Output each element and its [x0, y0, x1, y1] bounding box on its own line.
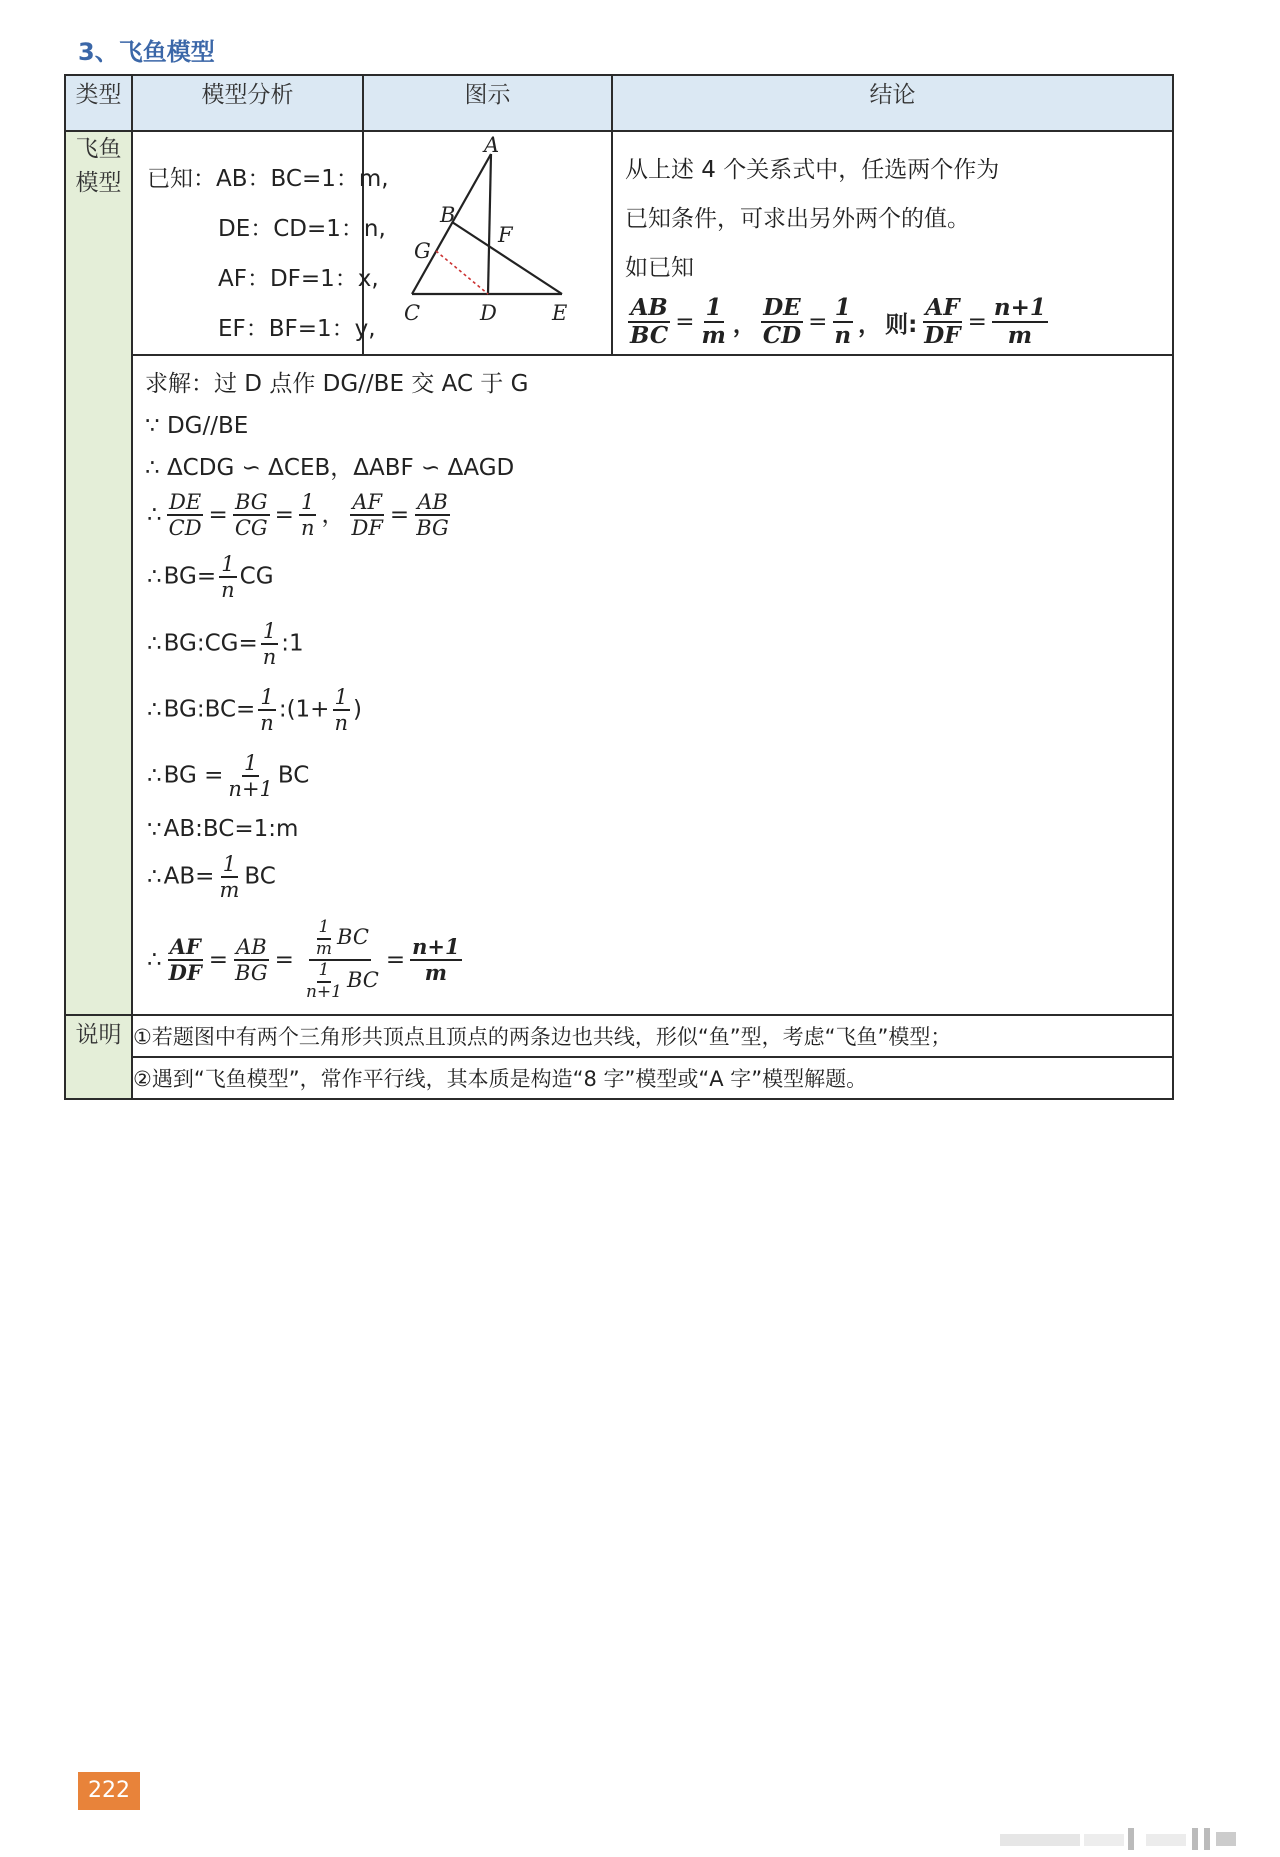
header-analysis: 模型分析 — [132, 75, 363, 131]
proof-row — [65, 355, 1173, 1015]
fraction: $\frac{AF}{DF}$ — [168, 934, 202, 986]
given-line: EF：BF=1：y, — [218, 316, 376, 342]
fraction: $\frac{AF}{DF}$ — [351, 490, 383, 541]
point-label: E — [552, 301, 568, 325]
point-label: B — [440, 203, 456, 227]
fraction: $\frac{1}{n}$ — [262, 618, 277, 669]
header-conclusion: 结论 — [612, 75, 1173, 131]
section-heading: 3、飞鱼模型 — [78, 38, 215, 66]
point-label: A — [484, 133, 500, 157]
note-row — [65, 1015, 1173, 1057]
proof-line: ∴ $\frac{AF}{DF}$ = $\frac{AB}{BG}$ = $\frac{1}{m}$ BC $\frac{1}{n+1}$ BC = $\frac{n+1}{m}$ — [147, 917, 460, 1002]
compound-fraction: $\frac{1}{m}$ BC $\frac{1}{n+1}$ BC — [305, 917, 379, 1002]
given-cell — [132, 131, 389, 355]
note-label: 说明 — [65, 1015, 132, 1099]
fraction: $\frac{1}{n+1}$ — [228, 751, 273, 802]
conclusion-line: 已知条件，可求出另外两个的值。 — [625, 206, 970, 232]
fraction: $\frac{1}{n}$ — [334, 684, 348, 735]
conclusion-formula: $\frac{AB}{BC}$ = $\frac{1}{m}$ ， $\frac{DE}{CD}$ = $\frac{1}{n}$ ， 则: $\frac{AF}{DF}$ = $\frac{n+1}{m}$ — [630, 294, 1046, 350]
model-row — [65, 131, 1173, 355]
conclusion-line: 如已知 — [625, 255, 694, 281]
proof-line: ∴BG= $\frac{1}{n}$ CG — [147, 552, 274, 603]
fraction: $\frac{1}{m}$ — [701, 294, 726, 350]
proof-line: ∴BG = $\frac{1}{n+1}$ BC — [147, 751, 310, 802]
note-row — [65, 1057, 1173, 1099]
fraction: $\frac{DE}{CD}$ — [168, 490, 202, 541]
fraction: $\frac{DE}{CD}$ — [762, 294, 802, 350]
header-row — [65, 75, 1173, 131]
fraction: $\frac{n+1}{m}$ — [412, 934, 460, 986]
fraction: $\frac{1}{n}$ — [260, 684, 274, 735]
header-type: 类型 — [65, 75, 132, 131]
fraction: $\frac{1}{n}$ — [221, 552, 235, 603]
proof-line: ∴BG:CG= $\frac{1}{n}$ :1 — [147, 618, 304, 669]
header-figure: 图示 — [363, 75, 612, 131]
proof-line: ∵AB:BC=1:m — [147, 816, 299, 843]
proof-line: ∴ $\frac{DE}{CD}$ = $\frac{BG}{CG}$ = $\frac{1}{n}$ ， $\frac{AF}{DF}$ = $\frac{AB}{BG}$ — [147, 490, 449, 541]
proof-line: 求解：过 D 点作 DG//BE 交 AC 于 G — [145, 371, 529, 397]
point-label: D — [480, 301, 497, 325]
conclusion-cell — [612, 131, 1173, 355]
given-line: AF：DF=1：x, — [218, 266, 379, 292]
fraction: $\frac{1}{n}$ — [300, 490, 315, 541]
figure-cell — [363, 131, 612, 355]
flying-fish-figure — [364, 132, 609, 336]
fraction: $\frac{1}{m}$ — [315, 917, 332, 959]
dashed-line-dg — [436, 251, 488, 294]
row-label — [65, 131, 132, 1015]
fraction: $\frac{AF}{DF}$ — [924, 294, 961, 350]
proof-line: ∵ DG//BE — [145, 413, 249, 439]
proof-line: ∴AB= $\frac{1}{m}$ BC — [147, 851, 276, 903]
fraction: $\frac{n+1}{m}$ — [993, 294, 1046, 350]
fraction: $\frac{1}{n}$ — [834, 294, 852, 350]
model-table — [64, 74, 1174, 1100]
proof-line: ∴ ΔCDG ∽ ΔCEB，ΔABF ∽ ΔAGD — [145, 455, 515, 481]
page-number: 222 — [78, 1772, 140, 1810]
note-line: ①若题图中有两个三角形共顶点且顶点的两条边也共线，形似“鱼”型，考虑“飞鱼”模型； — [132, 1015, 1173, 1057]
point-label: C — [404, 301, 421, 325]
conclusion-line: 从上述 4 个关系式中，任选两个作为 — [625, 157, 1000, 183]
fraction: $\frac{BG}{CG}$ — [234, 490, 268, 541]
fraction: $\frac{1}{m}$ — [219, 851, 240, 903]
point-label: G — [414, 239, 431, 263]
proof-cell — [132, 355, 1173, 1015]
then-word: 则: — [885, 311, 918, 338]
proof-line: ∴BG:BC= $\frac{1}{n}$ :(1+ $\frac{1}{n}$ ) — [147, 684, 362, 735]
fraction: $\frac{AB}{BG}$ — [235, 935, 268, 986]
given-line: 已知：AB：BC=1：m, — [147, 166, 389, 192]
fraction: $\frac{1}{n+1}$ — [305, 960, 342, 1002]
fraction: $\frac{AB}{BC}$ — [630, 294, 669, 350]
corner-decoration-icon — [1000, 1826, 1240, 1852]
row-label-text: 飞鱼 模型 — [75, 136, 122, 196]
point-label: F — [498, 223, 513, 247]
fraction: $\frac{AB}{BG}$ — [416, 490, 449, 541]
given-line: DE：CD=1：n, — [218, 216, 386, 242]
note-line: ②遇到“飞鱼模型”，常作平行线，其本质是构造“8 字”模型或“A 字”模型解题。 — [132, 1057, 1173, 1099]
